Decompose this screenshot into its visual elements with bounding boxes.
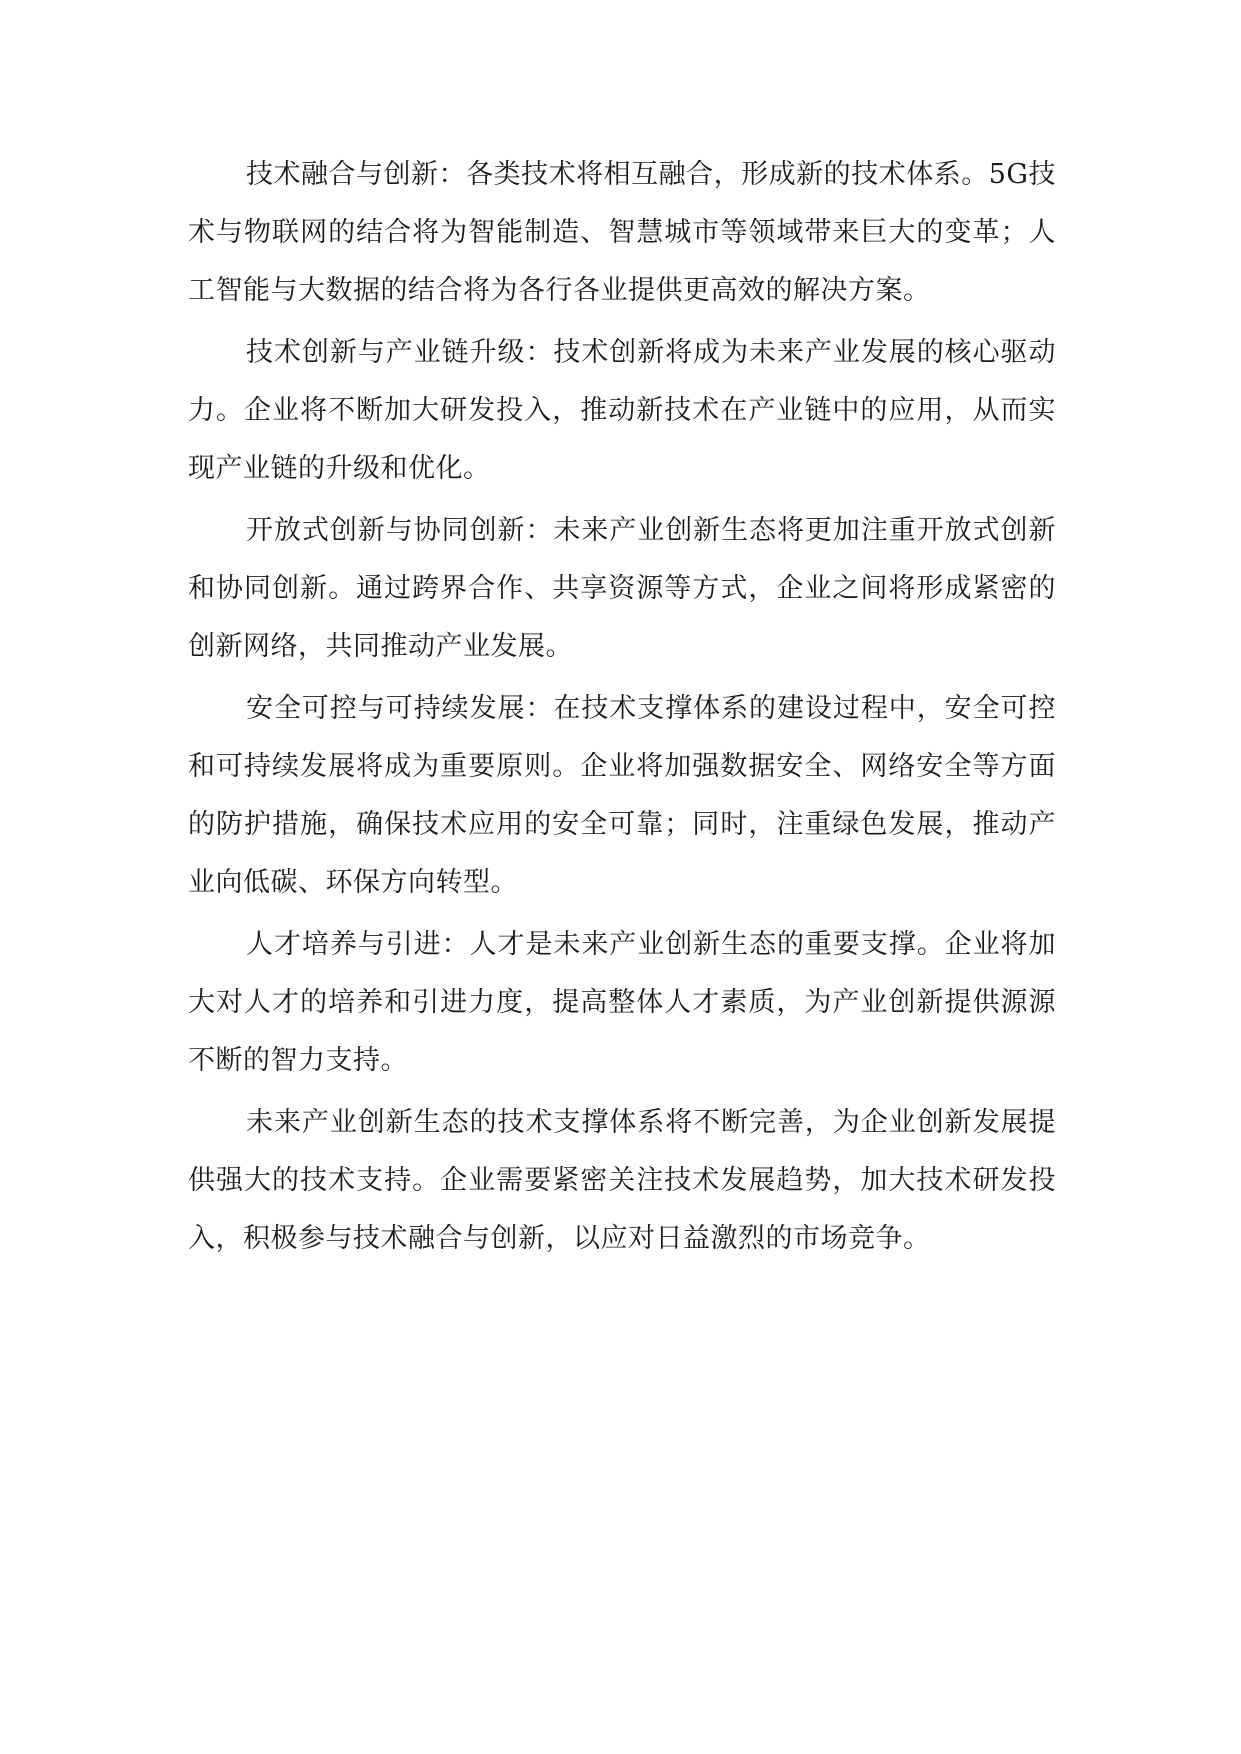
paragraph-security-sustainability: 安全可控与可持续发展：在技术支撑体系的建设过程中，安全可控和可持续发展将成为重要原则。企业将加强数据安全、网络安全等方面的防护措施，确保技术应用的安全可靠；同时，注重绿色发展，推动产业向低碳、环保方向转型。 [188,693,1056,898]
paragraph-open-innovation: 开放式创新与协同创新：未来产业创新生态将更加注重开放式创新和协同创新。通过跨界合作、共享资源等方式，企业之间将形成紧密的创新网络，共同推动产业发展。 [188,515,1056,662]
paragraph-tech-fusion: 技术融合与创新：各类技术将相互融合，形成新的技术体系。5G技术与物联网的结合将为智能制造、智慧城市等领域带来巨大的变革；人工智能与大数据的结合将为各行各业提供更高效的解决方案。 [188,159,1056,306]
paragraph-conclusion: 未来产业创新生态的技术支撑体系将不断完善，为企业创新发展提供强大的技术支持。企业需要紧密关注技术发展趋势，加大技术研发投入，积极参与技术融合与创新，以应对日益激烈的市场竞争。 [188,1107,1056,1254]
body-text [188,146,1056,1268]
paragraph-talent: 人才培养与引进：人才是未来产业创新生态的重要支撑。企业将加大对人才的培养和引进力度，提高整体人才素质，为产业创新提供源源不断的智力支持。 [188,929,1056,1076]
paragraph-industry-chain: 技术创新与产业链升级：技术创新将成为未来产业发展的核心驱动力。企业将不断加大研发投入，推动新技术在产业链中的应用，从而实现产业链的升级和优化。 [188,337,1056,484]
